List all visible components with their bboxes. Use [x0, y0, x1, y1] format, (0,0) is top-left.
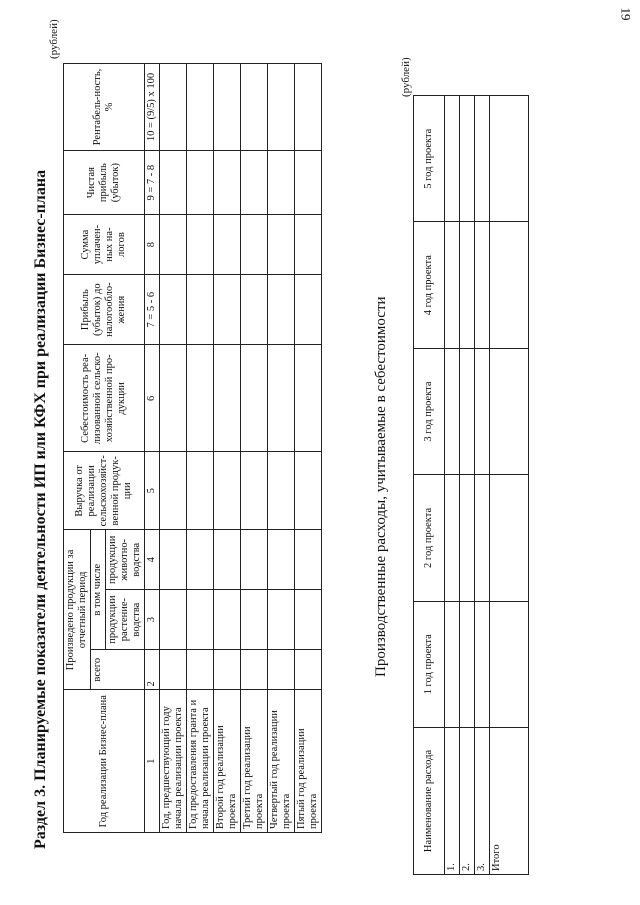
costs-header-year: 3 год проекта: [414, 348, 445, 474]
row-label: Год предоставления гранта и начала реализации проекта: [187, 690, 214, 833]
cell: [268, 452, 295, 530]
cell: [187, 150, 214, 214]
costs-table-title: Производственные расходы, учитываемые в себестоимости: [373, 296, 389, 677]
cell: [475, 222, 490, 348]
cell: [214, 650, 241, 690]
header-taxes: Сумма уплачен-ных на-логов: [64, 215, 145, 275]
cell: [490, 475, 529, 601]
cell: [268, 64, 295, 151]
header-produced: Произведено продукции за отчетный период: [64, 530, 91, 690]
cell: [187, 215, 214, 275]
cell: [295, 530, 322, 590]
cell: [214, 452, 241, 530]
header-net-profit: Чистая прибыль (убыток): [64, 150, 145, 214]
cell: [160, 345, 187, 452]
column-number: 1: [145, 690, 160, 833]
row-label: Год, предшествующий году начала реализации проекта: [160, 690, 187, 833]
table-row: [475, 96, 490, 875]
cell: [475, 96, 490, 222]
cell: [241, 590, 268, 650]
cell: [214, 64, 241, 151]
cell: [241, 650, 268, 690]
cell: [160, 215, 187, 275]
cell: [268, 274, 295, 345]
cell: [187, 345, 214, 452]
cell: [490, 96, 529, 222]
cell: [295, 590, 322, 650]
cell: [187, 530, 214, 590]
cell: [295, 452, 322, 530]
header-including: в том числе: [91, 530, 106, 650]
costs-header-year: 5 год проекта: [414, 96, 445, 222]
costs-row-label: 2.: [460, 728, 475, 875]
table-row: [214, 64, 241, 833]
cell: [475, 348, 490, 474]
cell: [295, 345, 322, 452]
column-number: 8: [145, 215, 160, 275]
cell: [160, 64, 187, 151]
section-title: Раздел 3. Планируемые показатели деятельности ИП или КФХ при реализации Бизнес-плана: [32, 169, 49, 849]
cell: [160, 590, 187, 650]
column-number: 3: [145, 590, 160, 650]
cell: [490, 348, 529, 474]
main-table-unit: (рублей): [48, 19, 60, 59]
planned-indicators-table: [63, 63, 322, 833]
cell: [160, 650, 187, 690]
cell: [475, 601, 490, 727]
cell: [295, 215, 322, 275]
column-number: 6: [145, 345, 160, 452]
table-row: [160, 64, 187, 833]
cell: [295, 64, 322, 151]
cell: [241, 150, 268, 214]
page-number: 19: [618, 7, 634, 21]
cell: [160, 452, 187, 530]
table-row: [490, 96, 529, 875]
table-row: [241, 64, 268, 833]
cell: [490, 222, 529, 348]
cell: [241, 530, 268, 590]
header-crop: продукции растение-водства: [106, 590, 145, 650]
cell: [160, 530, 187, 590]
cell: [295, 650, 322, 690]
costs-header-year: 2 год проекта: [414, 475, 445, 601]
costs-row-label: Итого: [490, 728, 529, 875]
cell: [445, 348, 460, 474]
cell: [160, 274, 187, 345]
cell: [268, 345, 295, 452]
production-costs-table: [413, 95, 529, 875]
cell: [268, 590, 295, 650]
row-label: Второй год реализации проекта: [214, 690, 241, 833]
costs-header-name: Наименование расхода: [414, 728, 445, 875]
costs-header-year: 1 год проекта: [414, 601, 445, 727]
cell: [460, 222, 475, 348]
cell: [268, 215, 295, 275]
cell: [241, 452, 268, 530]
column-number: 2: [145, 650, 160, 690]
column-number: 10 = (9/5) х 100: [145, 64, 160, 151]
table-row: [460, 96, 475, 875]
cell: [187, 64, 214, 151]
row-label: Четвертый год реализации проекта: [268, 690, 295, 833]
costs-header-year: 4 год проекта: [414, 222, 445, 348]
cell: [460, 475, 475, 601]
column-number: 9 = 7 - 8: [145, 150, 160, 214]
header-profitability: Рентабель-ность, %: [64, 64, 145, 151]
cell: [241, 274, 268, 345]
cell: [460, 601, 475, 727]
cell: [268, 650, 295, 690]
header-livestock: продукции животно-водства: [106, 530, 145, 590]
header-revenue: Выручка от реализации сельскохозяйст-венной продук-ции: [64, 452, 145, 530]
header-cost: Себестоимость реа-лизованной сельско-хозяйственной про-дукции: [64, 345, 145, 452]
cell: [295, 274, 322, 345]
row-label: Третий год реализации проекта: [241, 690, 268, 833]
cell: [460, 96, 475, 222]
cell: [187, 590, 214, 650]
cell: [187, 452, 214, 530]
cell: [214, 150, 241, 214]
costs-row-label: 3.: [475, 728, 490, 875]
cell: [214, 590, 241, 650]
table-row: [295, 64, 322, 833]
header-profit-before-tax: Прибыль (убыток) до налогообло-жения: [64, 274, 145, 345]
cell: [214, 215, 241, 275]
cell: [187, 274, 214, 345]
cell: [160, 150, 187, 214]
cell: [214, 530, 241, 590]
cell: [445, 475, 460, 601]
cell: [241, 215, 268, 275]
column-number: 5: [145, 452, 160, 530]
cell: [214, 345, 241, 452]
cell: [490, 601, 529, 727]
cell: [445, 222, 460, 348]
cell: [460, 348, 475, 474]
column-number: 4: [145, 530, 160, 590]
cell: [241, 345, 268, 452]
cell: [187, 650, 214, 690]
cell: [295, 150, 322, 214]
cell: [475, 475, 490, 601]
cell: [268, 150, 295, 214]
cell: [268, 530, 295, 590]
row-label: Пятый год реализации проекта: [295, 690, 322, 833]
table-row: [268, 64, 295, 833]
cell: [445, 601, 460, 727]
header-year: Год реализации Бизнес-плана: [64, 690, 145, 833]
landscape-page: [8, 0, 633, 897]
costs-table-unit: (рублей): [400, 57, 412, 97]
costs-row-label: 1.: [445, 728, 460, 875]
cell: [445, 96, 460, 222]
cell: [214, 274, 241, 345]
header-total: всего: [91, 650, 145, 690]
table-row: [187, 64, 214, 833]
column-number: 7 = 5 - 6: [145, 274, 160, 345]
cell: [241, 64, 268, 151]
table-row: [445, 96, 460, 875]
